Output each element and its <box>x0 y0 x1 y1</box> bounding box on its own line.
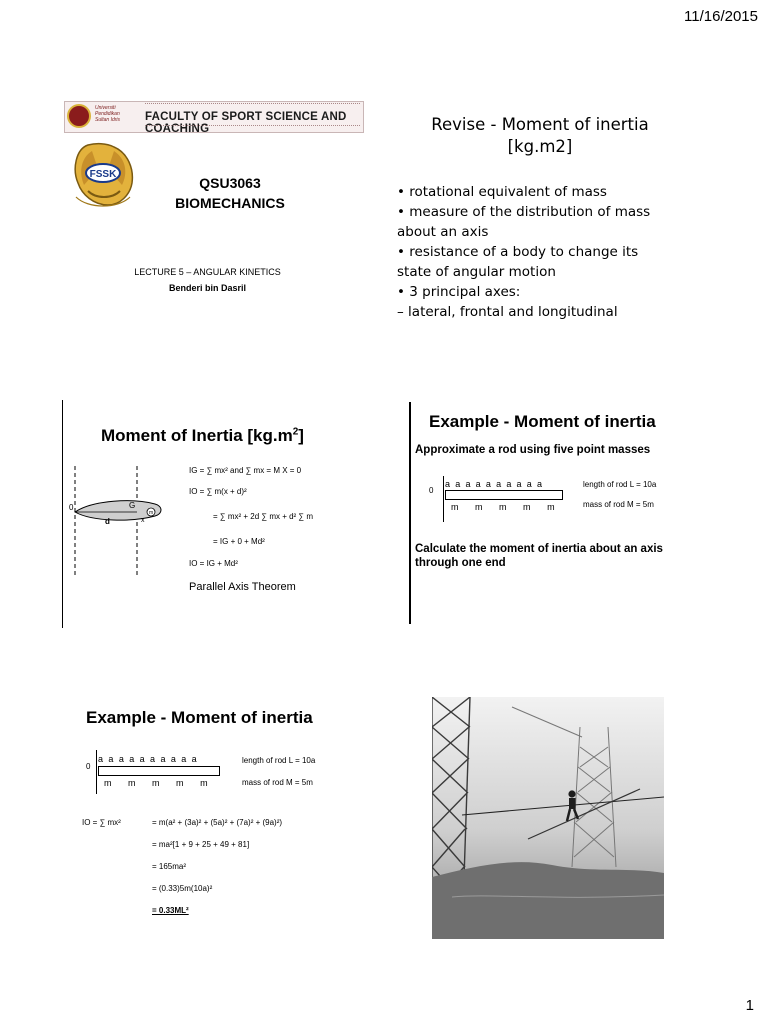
faculty-name: FACULTY OF SPORT SCIENCE AND COACHING <box>145 111 347 135</box>
distance-label: d <box>105 517 110 526</box>
course-code: QSU3063 <box>199 175 261 191</box>
m-label: m <box>104 778 112 788</box>
a-label: a <box>506 479 517 489</box>
banner-fine-print <box>145 103 360 107</box>
university-seal-icon <box>67 104 91 128</box>
a-label: a <box>150 754 161 764</box>
course-heading <box>155 173 305 213</box>
slide-title <box>60 95 370 345</box>
equation-step: = (0.33)5m(10a)² <box>152 884 213 893</box>
rod-axis <box>443 476 444 522</box>
equation-line: = IG + 0 + Md² <box>213 537 265 546</box>
heading-line-2: [kg.m2] <box>507 137 573 156</box>
equation-step: = 165ma² <box>152 862 187 871</box>
bullet-item: state of angular motion <box>397 264 556 280</box>
slide-revise <box>395 110 725 340</box>
rod-axis <box>96 750 97 794</box>
a-label: a <box>496 479 507 489</box>
a-label: a <box>108 754 119 764</box>
m-label: m <box>523 502 531 512</box>
bullet-text: Approximate a rod using five point masses <box>415 444 651 456</box>
slide-heading: Example - Moment of inertia <box>429 412 656 431</box>
slide-example-solution <box>82 700 382 940</box>
a-label: a <box>160 754 171 764</box>
photo-illustration <box>432 697 664 939</box>
print-date: 11/16/2015 <box>684 8 758 25</box>
slide-example-setup <box>409 402 711 624</box>
slide-heading: Example - Moment of inertia <box>86 708 313 727</box>
rod-mass-labels <box>451 502 555 512</box>
a-label: a <box>170 754 182 764</box>
a-label: a <box>465 479 476 489</box>
m-label: m <box>200 778 208 788</box>
rod-spacing-labels <box>98 754 202 764</box>
slide-parallel-axis <box>62 400 363 628</box>
a-label: a <box>475 479 486 489</box>
centre-of-mass-label: G <box>129 501 136 510</box>
bullet-item: • measure of the distribution of mass <box>397 204 651 220</box>
x-label: x <box>141 517 145 524</box>
tightrope-walker-photo <box>432 697 664 939</box>
heading-line-1: Revise - Moment of inertia <box>431 115 649 134</box>
a-label: a <box>485 479 497 489</box>
m-label: m <box>152 778 160 788</box>
bullet-item: • rotational equivalent of mass <box>397 184 607 200</box>
a-label: a <box>139 754 151 764</box>
slide-heading <box>395 114 685 158</box>
a-label: a <box>455 479 466 489</box>
bullet-text: Calculate the moment of inertia about an axis through one end <box>415 543 663 569</box>
a-label: a <box>129 754 140 764</box>
rod-bar <box>98 766 220 776</box>
a-label: a <box>516 479 527 489</box>
university-name: Universiti Pendidikan Sultan Idris <box>95 105 121 123</box>
equation-line: IO = ∑ m(x + d)² <box>189 487 247 496</box>
equation-line: = ∑ mx² + 2d ∑ mx + d² ∑ m <box>213 512 314 521</box>
a-label: a <box>445 479 456 489</box>
m-label: m <box>547 502 555 512</box>
a-label: a <box>118 754 130 764</box>
rod-spacing-labels <box>445 479 547 489</box>
m-label: m <box>451 502 459 512</box>
origin-label: 0 <box>429 486 434 495</box>
slide-heading <box>101 426 304 446</box>
m-label: m <box>475 502 483 512</box>
m-label: m <box>499 502 507 512</box>
page-number: 1 <box>745 997 754 1014</box>
bullet-item <box>415 542 705 570</box>
banner-fine-print <box>145 125 360 129</box>
mass-label: m <box>149 510 154 516</box>
faculty-logo-icon <box>68 139 138 211</box>
bullet-item: • 3 principal axes: <box>397 284 521 300</box>
rod-mass-label: mass of rod M = 5m <box>583 500 654 509</box>
a-label: a <box>191 754 203 764</box>
origin-label: 0 <box>86 762 91 771</box>
equation-step: = ma²[1 + 9 + 25 + 49 + 81] <box>152 840 250 849</box>
bullet-item: about an axis <box>397 224 489 240</box>
a-label: a <box>181 754 192 764</box>
rod-diagram <box>429 476 711 526</box>
bullet-list <box>397 182 697 322</box>
theorem-label: Parallel Axis Theorem <box>189 581 296 593</box>
heading-end: ] <box>298 426 304 445</box>
bullet-item <box>415 444 650 456</box>
lecture-title: LECTURE 5 – ANGULAR KINETICS <box>134 267 281 277</box>
body-diagram <box>63 460 183 580</box>
author-name: Benderi bin Dasril <box>168 283 247 293</box>
rod-bar <box>445 490 563 500</box>
equation-step: = m(a² + (3a)² + (5a)² + (7a)² + (9a)²) <box>152 818 283 827</box>
m-label: m <box>128 778 136 788</box>
heading-superscript: 2 <box>292 426 299 438</box>
bullet-item: – lateral, frontal and longitudinal <box>397 304 618 320</box>
a-label: a <box>98 754 109 764</box>
rod-diagram <box>86 750 376 800</box>
a-label: a <box>536 479 548 489</box>
heading-text: Moment of Inertia [kg.m <box>101 426 293 445</box>
bullet-item: • resistance of a body to change its <box>397 244 639 260</box>
origin-label: 0 <box>69 503 74 512</box>
rod-mass-label: mass of rod M = 5m <box>242 778 313 787</box>
rod-mass-labels <box>104 778 208 788</box>
equation-result: = 0.33ML² <box>152 906 189 915</box>
faculty-banner <box>64 101 364 133</box>
logo-text: FSSK <box>89 169 117 180</box>
rod-length-label: length of rod L = 10a <box>583 480 657 489</box>
course-name: BIOMECHANICS <box>175 195 285 211</box>
m-label: m <box>176 778 184 788</box>
equation-line: IG = ∑ mx² and ∑ mx = M X = 0 <box>189 466 302 475</box>
a-label: a <box>526 479 537 489</box>
equation-line: IO = IG + Md² <box>189 559 238 568</box>
equation-lhs: IO = ∑ mx² <box>82 818 121 827</box>
rod-length-label: length of rod L = 10a <box>242 756 316 765</box>
